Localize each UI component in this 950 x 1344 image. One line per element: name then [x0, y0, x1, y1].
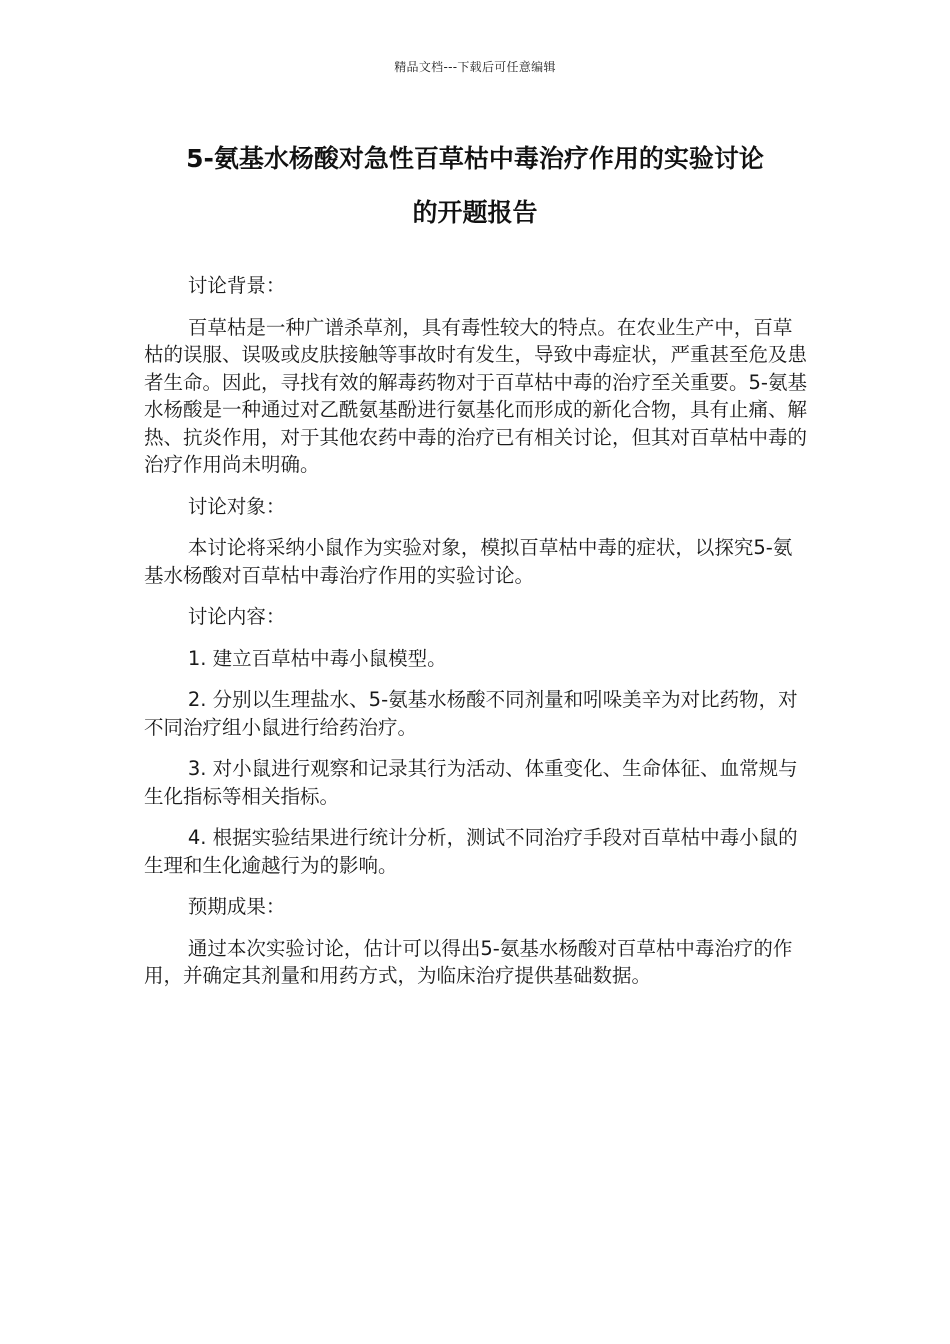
section-heading-expected: 预期成果：	[187, 895, 286, 918]
section-heading-content: 讨论内容：	[187, 605, 286, 628]
paragraph-subject: 本讨论将采纳小鼠作为实验对象，模拟百草枯中毒的症状，以探究5-氨基水杨酸对百草枯中毒治疗作用的实验讨论。	[144, 536, 793, 587]
document-body	[144, 272, 808, 1004]
content-item-1: 1. 建立百草枯中毒小鼠模型。	[187, 646, 447, 670]
section-heading-subject: 讨论对象：	[187, 494, 286, 518]
content-item-3: 3. 对小鼠进行观察和记录其行为活动、体重变化、生命体征、血常规与生化指标等相关指标。	[144, 757, 798, 808]
header-note: 精品文档---下载后可任意编辑	[394, 60, 556, 74]
title-line-2: 的开题报告	[412, 198, 538, 227]
document-title	[100, 132, 850, 240]
paragraph-background: 百草枯是一种广谱杀草剂，具有毒性较大的特点。在农业生产中，百草枯的误服、误吸或皮肤接触等事故时有发生，导致中毒症状，严重甚至危及患者生命。因此，寻找有效的解毒药物对于百草枯中毒的治疗至关重要。5-氨基水杨酸是一种通过对乙酰氨基酚进行氨基化而形成的新化合物，具有止痛、解热、抗炎作用，对于其他农药中毒的治疗已有相关讨论，但其对百草枯中毒的治疗作用尚未明确。	[144, 315, 808, 476]
section-heading-background: 讨论背景：	[187, 274, 286, 297]
title-line-1: 5-氨基水杨酸对急性百草枯中毒治疗作用的实验讨论	[186, 144, 764, 173]
content-item-4: 4. 根据实验结果进行统计分析，测试不同治疗手段对百草枯中毒小鼠的生理和生化逾越行为的影响。	[144, 826, 798, 877]
content-item-2: 2. 分别以生理盐水、5-氨基水杨酸不同剂量和吲哚美辛为对比药物，对不同治疗组小鼠进行给药治疗。	[144, 688, 798, 739]
paragraph-expected: 通过本次实验讨论，估计可以得出5-氨基水杨酸对百草枯中毒治疗的作用，并确定其剂量和用药方式，为临床治疗提供基础数据。	[144, 936, 793, 987]
